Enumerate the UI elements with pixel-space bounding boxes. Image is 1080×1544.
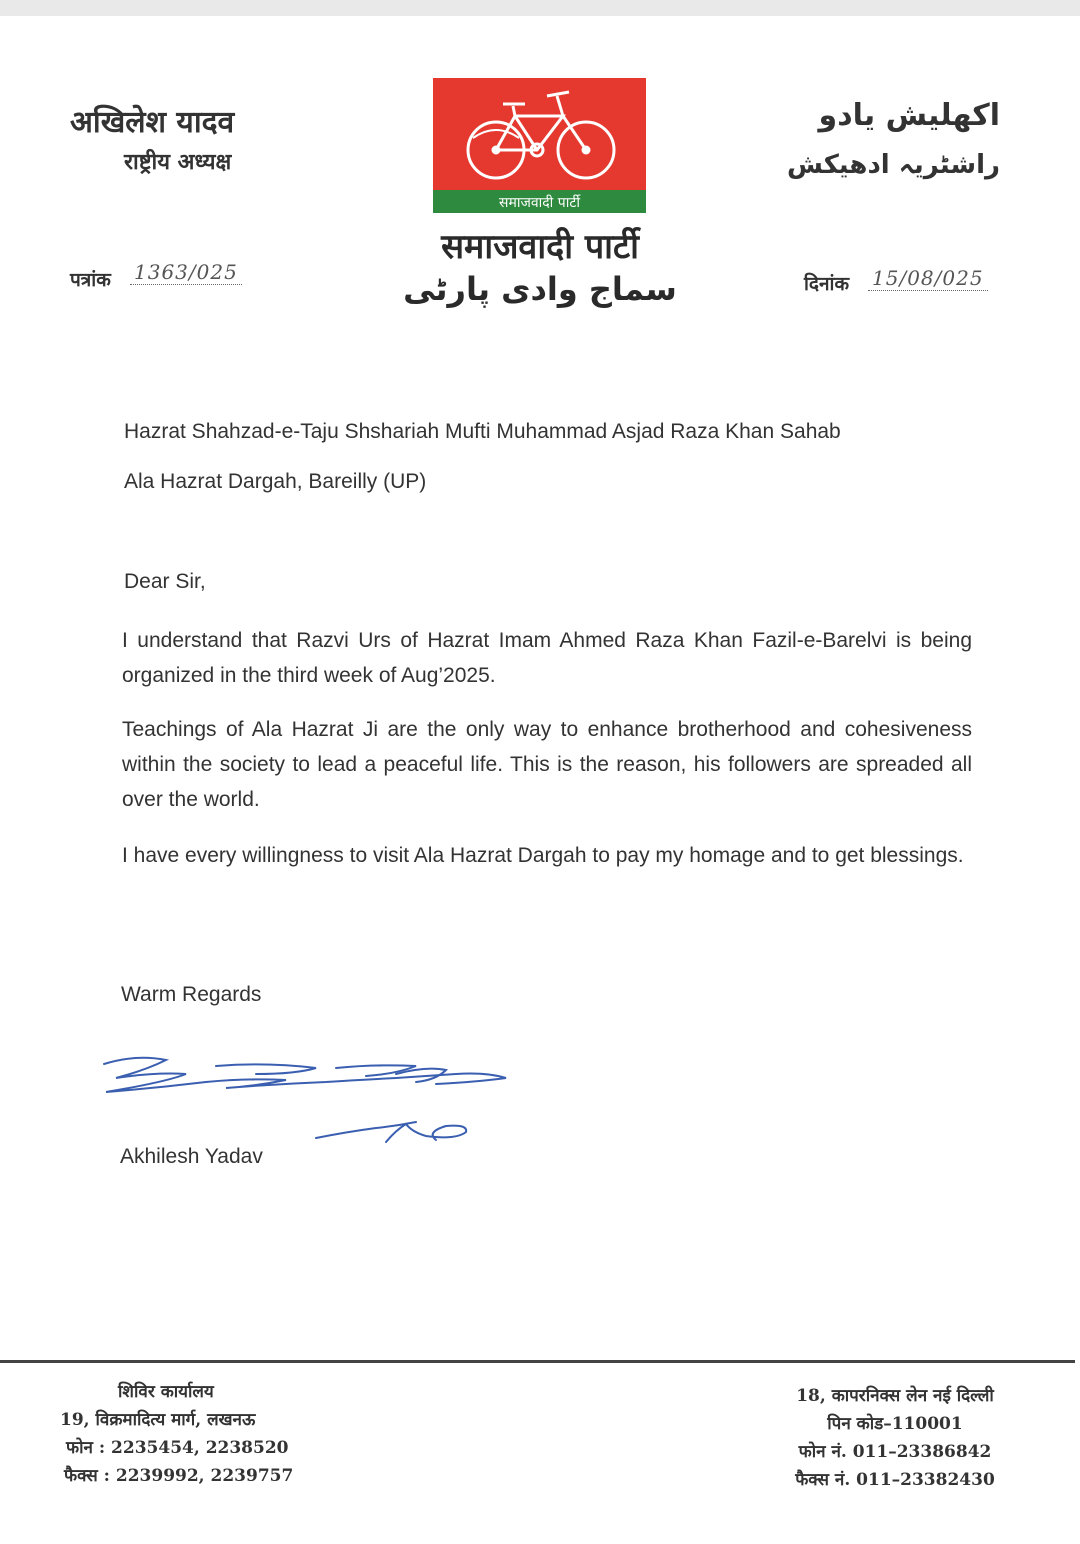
footer-right-line-4: फैक्स नं. 011–23382430 [795, 1470, 995, 1490]
footer-delhi-office [770, 1382, 1020, 1494]
footer-right-line-1: 18, कापरनिक्स लेन नई दिल्ली [796, 1386, 994, 1406]
paragraph-1: I understand that Razvi Urs of Hazrat Imam Ahmed Raza Khan Fazil-e-Barelvi is being organized in the third week of Aug’2025. [122, 629, 972, 687]
paragraph-3: I have every willingness to visit Ala Hazrat Dargah to pay my homage and to get blessings. [122, 844, 964, 867]
party-name-hindi: समाजवादी पार्टी [441, 227, 639, 267]
hindi-title: राष्ट्रीय अध्यक्ष [124, 149, 232, 175]
footer-left-line-1: शिविर कार्यालय [118, 1382, 214, 1402]
footer-left-line-3: फोन : 2235454, 2238520 [66, 1438, 289, 1458]
footer-divider [0, 1360, 1075, 1363]
signer-name: Akhilesh Yadav [120, 1145, 263, 1168]
party-name-urdu: سماج وادی پارٹی [403, 270, 677, 308]
footer-left-line-4: फैक्स : 2239992, 2239757 [64, 1466, 294, 1486]
party-logo [433, 78, 646, 213]
paragraph-2: Teachings of Ala Hazrat Ji are the only way to enhance brotherhood and cohesiveness within the society to lead a peaceful life. This is the reason, his followers are spreaded all over the world. [122, 718, 972, 811]
logo-red-field [433, 78, 646, 190]
recipient-line-1: Hazrat Shahzad-e-Taju Shshariah Mufti Muhammad Asjad Raza Khan Sahab [124, 420, 841, 443]
footer-left-line-2: 19, विक्रमादित्य मार्ग, लखनऊ [60, 1410, 256, 1430]
hindi-name: अखिलेश यादव [70, 105, 235, 140]
ref-value: 1363/025 [130, 260, 242, 285]
urdu-title: راشٹریہ ادھیکش [786, 150, 1000, 180]
footer-right-line-3: फोन नं. 011–23386842 [798, 1442, 992, 1462]
salutation: Dear Sir, [124, 570, 206, 593]
recipient-line-2: Ala Hazrat Dargah, Bareilly (UP) [124, 470, 427, 493]
footer-right-line-2: पिन कोड–110001 [827, 1414, 963, 1434]
date-value: 15/08/025 [868, 266, 988, 291]
letter-page [0, 16, 1080, 1544]
urdu-name: اکھلیش یادو [818, 98, 1000, 133]
logo-caption: समाजवादी पार्टी [498, 195, 581, 211]
closing: Warm Regards [121, 983, 262, 1006]
date-label: दिनांक [804, 273, 850, 295]
signature [96, 1052, 526, 1157]
footer-camp-office [60, 1378, 310, 1490]
ref-label: पत्रांक [70, 269, 111, 291]
